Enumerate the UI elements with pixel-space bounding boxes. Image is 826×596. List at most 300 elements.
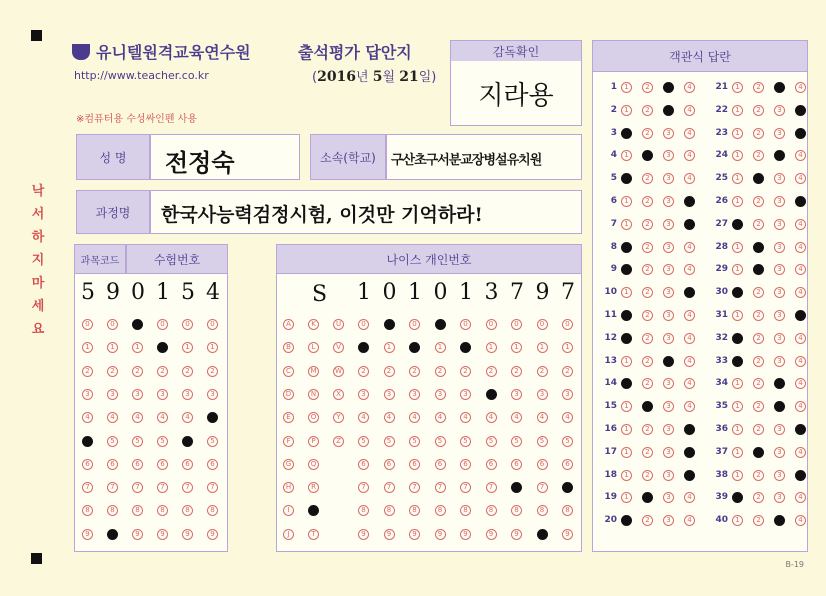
id-bubble[interactable]: 1 bbox=[82, 342, 93, 353]
id-bubble[interactable]: 5 bbox=[182, 436, 193, 447]
id-bubble[interactable]: 0 bbox=[182, 319, 193, 330]
answer-bubble[interactable]: 1 bbox=[621, 310, 632, 321]
id-bubble[interactable]: 7 bbox=[82, 482, 93, 493]
id-bubble[interactable]: 9 bbox=[132, 529, 143, 540]
neis-letter-bubble[interactable]: O bbox=[308, 412, 319, 423]
neis-bubble[interactable]: 4 bbox=[511, 412, 522, 423]
neis-bubble[interactable]: 0 bbox=[409, 319, 420, 330]
neis-bubble[interactable]: 9 bbox=[537, 529, 548, 540]
answer-bubble[interactable]: 2 bbox=[753, 515, 764, 526]
neis-bubble[interactable]: 4 bbox=[486, 412, 497, 423]
neis-letter-bubble[interactable]: J bbox=[283, 529, 294, 540]
neis-letter-bubble[interactable]: Y bbox=[333, 412, 344, 423]
answer-bubble[interactable]: 2 bbox=[642, 356, 653, 367]
answer-bubble[interactable]: 4 bbox=[684, 424, 695, 435]
answer-bubble[interactable]: 1 bbox=[621, 196, 632, 207]
answer-bubble[interactable]: 4 bbox=[684, 378, 695, 389]
id-bubble[interactable]: 9 bbox=[157, 529, 168, 540]
answer-bubble[interactable]: 4 bbox=[795, 150, 806, 161]
neis-bubble[interactable]: 0 bbox=[384, 319, 395, 330]
neis-bubble[interactable]: 0 bbox=[358, 319, 369, 330]
neis-bubble[interactable]: 6 bbox=[562, 459, 573, 470]
answer-bubble[interactable]: 1 bbox=[621, 82, 632, 93]
answer-bubble[interactable]: 1 bbox=[732, 447, 743, 458]
answer-bubble[interactable]: 2 bbox=[642, 242, 653, 253]
id-bubble[interactable]: 7 bbox=[132, 482, 143, 493]
answer-bubble[interactable]: 3 bbox=[663, 196, 674, 207]
answer-bubble[interactable]: 3 bbox=[663, 242, 674, 253]
neis-letter-bubble[interactable]: P bbox=[308, 436, 319, 447]
answer-bubble[interactable]: 4 bbox=[684, 105, 695, 116]
neis-bubble[interactable]: 7 bbox=[460, 482, 471, 493]
id-bubble[interactable]: 1 bbox=[207, 342, 218, 353]
answer-bubble[interactable]: 4 bbox=[795, 447, 806, 458]
answer-bubble[interactable]: 2 bbox=[753, 242, 764, 253]
answer-bubble[interactable]: 3 bbox=[663, 173, 674, 184]
id-bubble[interactable]: 5 bbox=[207, 436, 218, 447]
answer-bubble[interactable]: 4 bbox=[684, 356, 695, 367]
neis-bubble[interactable]: 4 bbox=[358, 412, 369, 423]
answer-bubble[interactable]: 3 bbox=[774, 470, 785, 481]
neis-letter-bubble[interactable]: B bbox=[283, 342, 294, 353]
id-bubble[interactable]: 3 bbox=[157, 389, 168, 400]
neis-bubble[interactable]: 6 bbox=[409, 459, 420, 470]
answer-bubble[interactable]: 4 bbox=[795, 424, 806, 435]
neis-letter-bubble[interactable]: W bbox=[333, 366, 344, 377]
answer-bubble[interactable]: 3 bbox=[663, 424, 674, 435]
answer-bubble[interactable]: 4 bbox=[684, 447, 695, 458]
answer-bubble[interactable]: 3 bbox=[663, 219, 674, 230]
answer-bubble[interactable]: 1 bbox=[732, 401, 743, 412]
id-bubble[interactable]: 1 bbox=[132, 342, 143, 353]
id-bubble[interactable]: 3 bbox=[182, 389, 193, 400]
answer-bubble[interactable]: 4 bbox=[684, 287, 695, 298]
answer-bubble[interactable]: 3 bbox=[774, 105, 785, 116]
id-bubble[interactable]: 6 bbox=[207, 459, 218, 470]
answer-bubble[interactable]: 3 bbox=[663, 401, 674, 412]
answer-bubble[interactable]: 4 bbox=[795, 310, 806, 321]
answer-bubble[interactable]: 3 bbox=[774, 401, 785, 412]
neis-letter-bubble[interactable]: C bbox=[283, 366, 294, 377]
answer-bubble[interactable]: 1 bbox=[732, 264, 743, 275]
neis-bubble[interactable]: 4 bbox=[460, 412, 471, 423]
answer-bubble[interactable]: 1 bbox=[621, 128, 632, 139]
answer-bubble[interactable]: 3 bbox=[663, 105, 674, 116]
neis-bubble[interactable]: 7 bbox=[409, 482, 420, 493]
answer-bubble[interactable]: 2 bbox=[642, 264, 653, 275]
answer-bubble[interactable]: 1 bbox=[732, 470, 743, 481]
answer-bubble[interactable]: 4 bbox=[795, 242, 806, 253]
answer-bubble[interactable]: 3 bbox=[663, 310, 674, 321]
id-bubble[interactable]: 5 bbox=[107, 436, 118, 447]
answer-bubble[interactable]: 4 bbox=[795, 196, 806, 207]
answer-bubble[interactable]: 2 bbox=[753, 82, 764, 93]
id-bubble[interactable]: 5 bbox=[157, 436, 168, 447]
id-bubble[interactable]: 0 bbox=[157, 319, 168, 330]
answer-bubble[interactable]: 4 bbox=[684, 333, 695, 344]
id-bubble[interactable]: 2 bbox=[132, 366, 143, 377]
answer-bubble[interactable]: 4 bbox=[795, 128, 806, 139]
id-bubble[interactable]: 2 bbox=[107, 366, 118, 377]
answer-bubble[interactable]: 2 bbox=[753, 219, 764, 230]
answer-bubble[interactable]: 2 bbox=[753, 470, 764, 481]
neis-bubble[interactable]: 7 bbox=[537, 482, 548, 493]
answer-bubble[interactable]: 1 bbox=[621, 173, 632, 184]
id-bubble[interactable]: 1 bbox=[157, 342, 168, 353]
answer-bubble[interactable]: 2 bbox=[753, 401, 764, 412]
answer-bubble[interactable]: 2 bbox=[642, 470, 653, 481]
answer-bubble[interactable]: 1 bbox=[732, 173, 743, 184]
neis-bubble[interactable]: 8 bbox=[562, 505, 573, 516]
id-bubble[interactable]: 1 bbox=[182, 342, 193, 353]
answer-bubble[interactable]: 1 bbox=[621, 333, 632, 344]
answer-bubble[interactable]: 3 bbox=[663, 333, 674, 344]
answer-bubble[interactable]: 2 bbox=[642, 196, 653, 207]
answer-bubble[interactable]: 2 bbox=[753, 173, 764, 184]
answer-bubble[interactable]: 1 bbox=[732, 287, 743, 298]
answer-bubble[interactable]: 2 bbox=[753, 447, 764, 458]
neis-letter-bubble[interactable]: V bbox=[333, 342, 344, 353]
id-bubble[interactable]: 2 bbox=[82, 366, 93, 377]
answer-bubble[interactable]: 3 bbox=[774, 287, 785, 298]
neis-letter-bubble[interactable]: D bbox=[283, 389, 294, 400]
neis-bubble[interactable]: 1 bbox=[486, 342, 497, 353]
neis-bubble[interactable]: 9 bbox=[435, 529, 446, 540]
answer-bubble[interactable]: 4 bbox=[795, 264, 806, 275]
neis-bubble[interactable]: 3 bbox=[486, 389, 497, 400]
answer-bubble[interactable]: 2 bbox=[753, 424, 764, 435]
answer-bubble[interactable]: 4 bbox=[684, 401, 695, 412]
answer-bubble[interactable]: 2 bbox=[753, 378, 764, 389]
answer-bubble[interactable]: 4 bbox=[684, 264, 695, 275]
answer-bubble[interactable]: 1 bbox=[621, 264, 632, 275]
neis-bubble[interactable]: 3 bbox=[562, 389, 573, 400]
answer-bubble[interactable]: 1 bbox=[621, 356, 632, 367]
id-bubble[interactable]: 9 bbox=[107, 529, 118, 540]
answer-bubble[interactable]: 4 bbox=[795, 333, 806, 344]
neis-bubble[interactable]: 2 bbox=[537, 366, 548, 377]
neis-bubble[interactable]: 5 bbox=[409, 436, 420, 447]
neis-bubble[interactable]: 5 bbox=[460, 436, 471, 447]
answer-bubble[interactable]: 3 bbox=[774, 150, 785, 161]
answer-bubble[interactable]: 2 bbox=[642, 105, 653, 116]
neis-letter-bubble[interactable]: M bbox=[308, 366, 319, 377]
id-bubble[interactable]: 4 bbox=[207, 412, 218, 423]
answer-bubble[interactable]: 3 bbox=[663, 128, 674, 139]
neis-bubble[interactable]: 3 bbox=[409, 389, 420, 400]
answer-bubble[interactable]: 2 bbox=[642, 82, 653, 93]
neis-bubble[interactable]: 5 bbox=[511, 436, 522, 447]
answer-bubble[interactable]: 1 bbox=[732, 333, 743, 344]
id-bubble[interactable]: 8 bbox=[157, 505, 168, 516]
answer-bubble[interactable]: 3 bbox=[774, 333, 785, 344]
neis-bubble[interactable]: 6 bbox=[384, 459, 395, 470]
neis-bubble[interactable]: 1 bbox=[537, 342, 548, 353]
answer-bubble[interactable]: 3 bbox=[774, 242, 785, 253]
neis-letter-bubble[interactable]: X bbox=[333, 389, 344, 400]
id-bubble[interactable]: 7 bbox=[107, 482, 118, 493]
answer-bubble[interactable]: 4 bbox=[795, 287, 806, 298]
answer-bubble[interactable]: 1 bbox=[621, 515, 632, 526]
answer-bubble[interactable]: 3 bbox=[663, 264, 674, 275]
answer-bubble[interactable]: 2 bbox=[642, 150, 653, 161]
answer-bubble[interactable]: 2 bbox=[642, 515, 653, 526]
neis-letter-bubble[interactable]: L bbox=[308, 342, 319, 353]
answer-bubble[interactable]: 2 bbox=[642, 447, 653, 458]
answer-bubble[interactable]: 1 bbox=[732, 310, 743, 321]
neis-letter-bubble[interactable]: K bbox=[308, 319, 319, 330]
answer-bubble[interactable]: 4 bbox=[795, 82, 806, 93]
neis-bubble[interactable]: 4 bbox=[435, 412, 446, 423]
neis-bubble[interactable]: 3 bbox=[358, 389, 369, 400]
id-bubble[interactable]: 9 bbox=[207, 529, 218, 540]
id-bubble[interactable]: 6 bbox=[182, 459, 193, 470]
neis-bubble[interactable]: 7 bbox=[562, 482, 573, 493]
neis-bubble[interactable]: 7 bbox=[435, 482, 446, 493]
answer-bubble[interactable]: 1 bbox=[732, 424, 743, 435]
neis-bubble[interactable]: 6 bbox=[358, 459, 369, 470]
id-bubble[interactable]: 4 bbox=[107, 412, 118, 423]
answer-bubble[interactable]: 4 bbox=[795, 401, 806, 412]
answer-bubble[interactable]: 3 bbox=[774, 264, 785, 275]
neis-bubble[interactable]: 7 bbox=[486, 482, 497, 493]
answer-bubble[interactable]: 2 bbox=[753, 287, 764, 298]
neis-bubble[interactable]: 1 bbox=[562, 342, 573, 353]
answer-bubble[interactable]: 2 bbox=[753, 128, 764, 139]
id-bubble[interactable]: 8 bbox=[132, 505, 143, 516]
answer-bubble[interactable]: 4 bbox=[684, 173, 695, 184]
answer-bubble[interactable]: 2 bbox=[753, 333, 764, 344]
answer-bubble[interactable]: 2 bbox=[642, 378, 653, 389]
answer-bubble[interactable]: 2 bbox=[753, 264, 764, 275]
answer-bubble[interactable]: 3 bbox=[663, 470, 674, 481]
answer-bubble[interactable]: 2 bbox=[753, 150, 764, 161]
neis-bubble[interactable]: 2 bbox=[460, 366, 471, 377]
id-bubble[interactable]: 8 bbox=[182, 505, 193, 516]
answer-bubble[interactable]: 1 bbox=[732, 219, 743, 230]
answer-bubble[interactable]: 4 bbox=[684, 150, 695, 161]
neis-bubble[interactable]: 5 bbox=[384, 436, 395, 447]
neis-bubble[interactable]: 8 bbox=[435, 505, 446, 516]
answer-bubble[interactable]: 4 bbox=[684, 196, 695, 207]
answer-bubble[interactable]: 1 bbox=[732, 150, 743, 161]
answer-bubble[interactable]: 3 bbox=[774, 378, 785, 389]
answer-bubble[interactable]: 3 bbox=[663, 150, 674, 161]
id-bubble[interactable]: 3 bbox=[82, 389, 93, 400]
id-bubble[interactable]: 6 bbox=[82, 459, 93, 470]
neis-bubble[interactable]: 4 bbox=[384, 412, 395, 423]
neis-bubble[interactable]: 5 bbox=[486, 436, 497, 447]
neis-bubble[interactable]: 9 bbox=[358, 529, 369, 540]
neis-letter-bubble[interactable]: I bbox=[283, 505, 294, 516]
answer-bubble[interactable]: 3 bbox=[774, 219, 785, 230]
answer-bubble[interactable]: 4 bbox=[684, 128, 695, 139]
answer-bubble[interactable]: 3 bbox=[774, 447, 785, 458]
neis-bubble[interactable]: 2 bbox=[358, 366, 369, 377]
id-bubble[interactable]: 7 bbox=[207, 482, 218, 493]
neis-bubble[interactable]: 3 bbox=[537, 389, 548, 400]
answer-bubble[interactable]: 4 bbox=[795, 470, 806, 481]
answer-bubble[interactable]: 4 bbox=[795, 378, 806, 389]
answer-bubble[interactable]: 2 bbox=[642, 401, 653, 412]
id-bubble[interactable]: 8 bbox=[82, 505, 93, 516]
answer-bubble[interactable]: 1 bbox=[621, 378, 632, 389]
neis-letter-bubble[interactable]: Z bbox=[333, 436, 344, 447]
neis-bubble[interactable]: 8 bbox=[409, 505, 420, 516]
answer-bubble[interactable]: 1 bbox=[732, 82, 743, 93]
neis-bubble[interactable]: 4 bbox=[562, 412, 573, 423]
neis-bubble[interactable]: 1 bbox=[435, 342, 446, 353]
answer-bubble[interactable]: 1 bbox=[732, 128, 743, 139]
neis-bubble[interactable]: 5 bbox=[537, 436, 548, 447]
answer-bubble[interactable]: 2 bbox=[753, 356, 764, 367]
id-bubble[interactable]: 8 bbox=[107, 505, 118, 516]
id-bubble[interactable]: 0 bbox=[132, 319, 143, 330]
neis-bubble[interactable]: 4 bbox=[409, 412, 420, 423]
neis-bubble[interactable]: 3 bbox=[460, 389, 471, 400]
neis-bubble[interactable]: 6 bbox=[460, 459, 471, 470]
answer-bubble[interactable]: 3 bbox=[663, 492, 674, 503]
neis-bubble[interactable]: 6 bbox=[537, 459, 548, 470]
neis-letter-bubble[interactable]: E bbox=[283, 412, 294, 423]
neis-bubble[interactable]: 3 bbox=[384, 389, 395, 400]
answer-bubble[interactable]: 4 bbox=[684, 492, 695, 503]
neis-letter-bubble[interactable]: N bbox=[308, 389, 319, 400]
answer-bubble[interactable]: 1 bbox=[732, 242, 743, 253]
neis-bubble[interactable]: 7 bbox=[358, 482, 369, 493]
id-bubble[interactable]: 6 bbox=[132, 459, 143, 470]
answer-bubble[interactable]: 3 bbox=[774, 173, 785, 184]
neis-bubble[interactable]: 6 bbox=[435, 459, 446, 470]
answer-bubble[interactable]: 1 bbox=[732, 356, 743, 367]
neis-bubble[interactable]: 1 bbox=[409, 342, 420, 353]
neis-bubble[interactable]: 2 bbox=[409, 366, 420, 377]
neis-letter-bubble[interactable]: G bbox=[283, 459, 294, 470]
answer-bubble[interactable]: 1 bbox=[732, 196, 743, 207]
id-bubble[interactable]: 3 bbox=[107, 389, 118, 400]
neis-bubble[interactable]: 9 bbox=[486, 529, 497, 540]
answer-bubble[interactable]: 3 bbox=[663, 356, 674, 367]
id-bubble[interactable]: 0 bbox=[207, 319, 218, 330]
answer-bubble[interactable]: 1 bbox=[621, 287, 632, 298]
answer-bubble[interactable]: 4 bbox=[684, 82, 695, 93]
answer-bubble[interactable]: 2 bbox=[642, 173, 653, 184]
neis-bubble[interactable]: 0 bbox=[537, 319, 548, 330]
answer-bubble[interactable]: 4 bbox=[795, 219, 806, 230]
id-bubble[interactable]: 5 bbox=[82, 436, 93, 447]
answer-bubble[interactable]: 4 bbox=[795, 356, 806, 367]
answer-bubble[interactable]: 4 bbox=[795, 515, 806, 526]
answer-bubble[interactable]: 3 bbox=[774, 356, 785, 367]
neis-bubble[interactable]: 0 bbox=[435, 319, 446, 330]
answer-bubble[interactable]: 1 bbox=[621, 447, 632, 458]
id-bubble[interactable]: 3 bbox=[207, 389, 218, 400]
neis-bubble[interactable]: 8 bbox=[511, 505, 522, 516]
answer-bubble[interactable]: 4 bbox=[795, 492, 806, 503]
answer-bubble[interactable]: 1 bbox=[621, 105, 632, 116]
neis-bubble[interactable]: 7 bbox=[384, 482, 395, 493]
neis-bubble[interactable]: 5 bbox=[562, 436, 573, 447]
id-bubble[interactable]: 3 bbox=[132, 389, 143, 400]
id-bubble[interactable]: 0 bbox=[82, 319, 93, 330]
neis-bubble[interactable]: 9 bbox=[460, 529, 471, 540]
neis-letter-bubble[interactable]: R bbox=[308, 482, 319, 493]
answer-bubble[interactable]: 1 bbox=[621, 470, 632, 481]
neis-letter-bubble[interactable]: A bbox=[283, 319, 294, 330]
answer-bubble[interactable]: 1 bbox=[732, 105, 743, 116]
answer-bubble[interactable]: 2 bbox=[642, 128, 653, 139]
neis-letter-bubble[interactable]: S bbox=[308, 505, 319, 516]
neis-letter-bubble[interactable]: F bbox=[283, 436, 294, 447]
neis-bubble[interactable]: 7 bbox=[511, 482, 522, 493]
answer-bubble[interactable]: 3 bbox=[774, 492, 785, 503]
neis-bubble[interactable]: 9 bbox=[562, 529, 573, 540]
neis-bubble[interactable]: 5 bbox=[358, 436, 369, 447]
answer-bubble[interactable]: 1 bbox=[732, 378, 743, 389]
neis-bubble[interactable]: 3 bbox=[435, 389, 446, 400]
id-bubble[interactable]: 7 bbox=[157, 482, 168, 493]
id-bubble[interactable]: 2 bbox=[157, 366, 168, 377]
neis-bubble[interactable]: 4 bbox=[537, 412, 548, 423]
neis-bubble[interactable]: 6 bbox=[511, 459, 522, 470]
neis-bubble[interactable]: 1 bbox=[511, 342, 522, 353]
neis-bubble[interactable]: 6 bbox=[486, 459, 497, 470]
id-bubble[interactable]: 1 bbox=[107, 342, 118, 353]
neis-bubble[interactable]: 2 bbox=[486, 366, 497, 377]
answer-bubble[interactable]: 2 bbox=[753, 492, 764, 503]
answer-bubble[interactable]: 4 bbox=[795, 173, 806, 184]
id-bubble[interactable]: 8 bbox=[207, 505, 218, 516]
answer-bubble[interactable]: 3 bbox=[774, 424, 785, 435]
id-bubble[interactable]: 5 bbox=[132, 436, 143, 447]
answer-bubble[interactable]: 1 bbox=[621, 242, 632, 253]
answer-bubble[interactable]: 3 bbox=[774, 82, 785, 93]
neis-bubble[interactable]: 3 bbox=[511, 389, 522, 400]
id-bubble[interactable]: 4 bbox=[82, 412, 93, 423]
neis-bubble[interactable]: 0 bbox=[562, 319, 573, 330]
neis-bubble[interactable]: 9 bbox=[511, 529, 522, 540]
answer-bubble[interactable]: 3 bbox=[774, 310, 785, 321]
answer-bubble[interactable]: 1 bbox=[732, 492, 743, 503]
answer-bubble[interactable]: 4 bbox=[795, 105, 806, 116]
neis-bubble[interactable]: 8 bbox=[486, 505, 497, 516]
answer-bubble[interactable]: 3 bbox=[774, 515, 785, 526]
answer-bubble[interactable]: 3 bbox=[774, 196, 785, 207]
neis-bubble[interactable]: 2 bbox=[435, 366, 446, 377]
answer-bubble[interactable]: 3 bbox=[663, 82, 674, 93]
neis-bubble[interactable]: 2 bbox=[511, 366, 522, 377]
neis-bubble[interactable]: 8 bbox=[537, 505, 548, 516]
neis-bubble[interactable]: 5 bbox=[435, 436, 446, 447]
answer-bubble[interactable]: 4 bbox=[684, 242, 695, 253]
id-bubble[interactable]: 6 bbox=[107, 459, 118, 470]
answer-bubble[interactable]: 1 bbox=[732, 515, 743, 526]
neis-bubble[interactable]: 1 bbox=[358, 342, 369, 353]
answer-bubble[interactable]: 1 bbox=[621, 424, 632, 435]
neis-letter-bubble[interactable]: T bbox=[308, 529, 319, 540]
answer-bubble[interactable]: 2 bbox=[753, 105, 764, 116]
neis-bubble[interactable]: 1 bbox=[384, 342, 395, 353]
neis-letter-bubble[interactable]: U bbox=[333, 319, 344, 330]
answer-bubble[interactable]: 3 bbox=[663, 287, 674, 298]
id-bubble[interactable]: 6 bbox=[157, 459, 168, 470]
answer-bubble[interactable]: 4 bbox=[684, 470, 695, 481]
id-bubble[interactable]: 2 bbox=[182, 366, 193, 377]
id-bubble[interactable]: 0 bbox=[107, 319, 118, 330]
neis-bubble[interactable]: 8 bbox=[384, 505, 395, 516]
neis-bubble[interactable]: 2 bbox=[384, 366, 395, 377]
answer-bubble[interactable]: 2 bbox=[642, 492, 653, 503]
